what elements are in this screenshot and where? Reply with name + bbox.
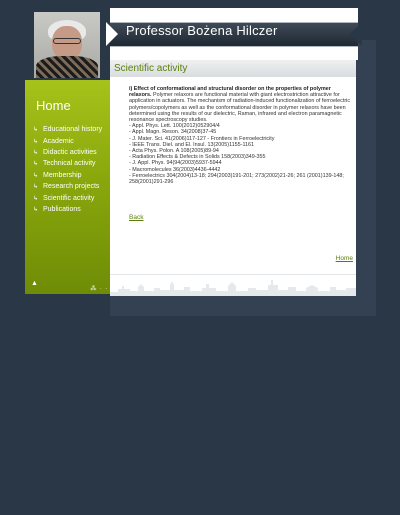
sidebar-decoration-icon: ⁂ ∙ ∙: [90, 286, 108, 292]
lead-paragraph: [129, 86, 351, 123]
arrow-icon: ↳: [33, 127, 39, 134]
sidebar-item-educational-history[interactable]: ↳ Educational history: [33, 126, 103, 134]
sidebar-item-academic[interactable]: ↳ Academic: [33, 137, 74, 145]
sidebar-item-membership[interactable]: ↳ Membership: [33, 171, 82, 179]
sidebar-item-research-projects[interactable]: ↳ Research projects: [33, 183, 100, 191]
home-link[interactable]: Home: [335, 255, 353, 262]
reference-item: - Ferroelectrics 304(2004)13-18; 294(2003)191-201; 273(2002)21-26; 261 (2001)139-148; 258(2001)291-296: [129, 172, 344, 186]
sidebar-nav: [33, 124, 102, 215]
reference-item: - Appl. Phys. Lett. 100(2012)052904/4: [129, 123, 220, 130]
back-link[interactable]: Back: [129, 214, 144, 221]
sidebar-home-link[interactable]: Home: [36, 98, 71, 113]
reference-item: - J. Mater. Sci. 41(2006)117-127 - Frontiers in Ferroelectricity: [129, 135, 275, 142]
arrow-icon: ↳: [33, 161, 39, 168]
lead-text: Polymer relaxors are functional material with giant electrostriction attractive for application in actuators. The mechanism of radiation-induced functionalization of ferroelectric polymers/copolymers as well as the conformational disorder in polymer relaxors have been determined using the results of our dielectric, Raman, infrared and electron paramagnetic resonance spectroscopy studies.: [129, 92, 351, 124]
sidebar: [25, 80, 110, 294]
site-title: Professor Bożena Hilczer: [126, 23, 278, 38]
profile-photo: [34, 12, 100, 78]
footer-skyline: [110, 274, 356, 296]
reference-item: - Acta Phys. Polon. A 108(2005)89-94: [129, 148, 219, 155]
sidebar-item-technical-activity[interactable]: ↳ Technical activity: [33, 160, 96, 168]
arrow-icon: ↳: [33, 206, 39, 213]
heading-bar: [110, 60, 356, 77]
arrow-icon: ↳: [33, 149, 39, 156]
arrow-icon: ↳: [33, 184, 39, 191]
reference-item: - Macromolecules 36(2003)4436-4442: [129, 166, 221, 173]
main-content: [110, 60, 356, 294]
city-skyline-icon: [110, 275, 356, 296]
arrow-icon: ↳: [33, 138, 39, 145]
arrow-icon: ↳: [33, 172, 39, 179]
article-body: [129, 86, 351, 185]
page-title: Scientific activity: [114, 63, 188, 74]
sidebar-item-publications[interactable]: ↳ Publications: [33, 205, 81, 213]
lead-title: i) Effect of conformational and structural disorder on the properties of polymer relaxors.: [129, 86, 331, 99]
reference-item: - J. Appl. Phys. 94(94(2003)5937-5944: [129, 160, 222, 167]
header-banner: [110, 8, 358, 60]
reference-item: - Radiation Effects & Defects in Solids 158(2003)349-355: [129, 154, 266, 161]
sidebar-item-didactic-activities[interactable]: ↳ Didactic activities: [33, 148, 97, 156]
arrow-icon: ↳: [33, 195, 39, 202]
reference-item: - IEEE Trans. Diel. and El. Insul. 13(2005)1155-1161: [129, 141, 255, 148]
sidebar-item-scientific-activity[interactable]: ↳ Scientific activity: [33, 194, 95, 202]
reference-item: - Appl. Magn. Reson. 34(2008)37-45: [129, 129, 217, 136]
home-icon[interactable]: ▲: [31, 280, 38, 287]
